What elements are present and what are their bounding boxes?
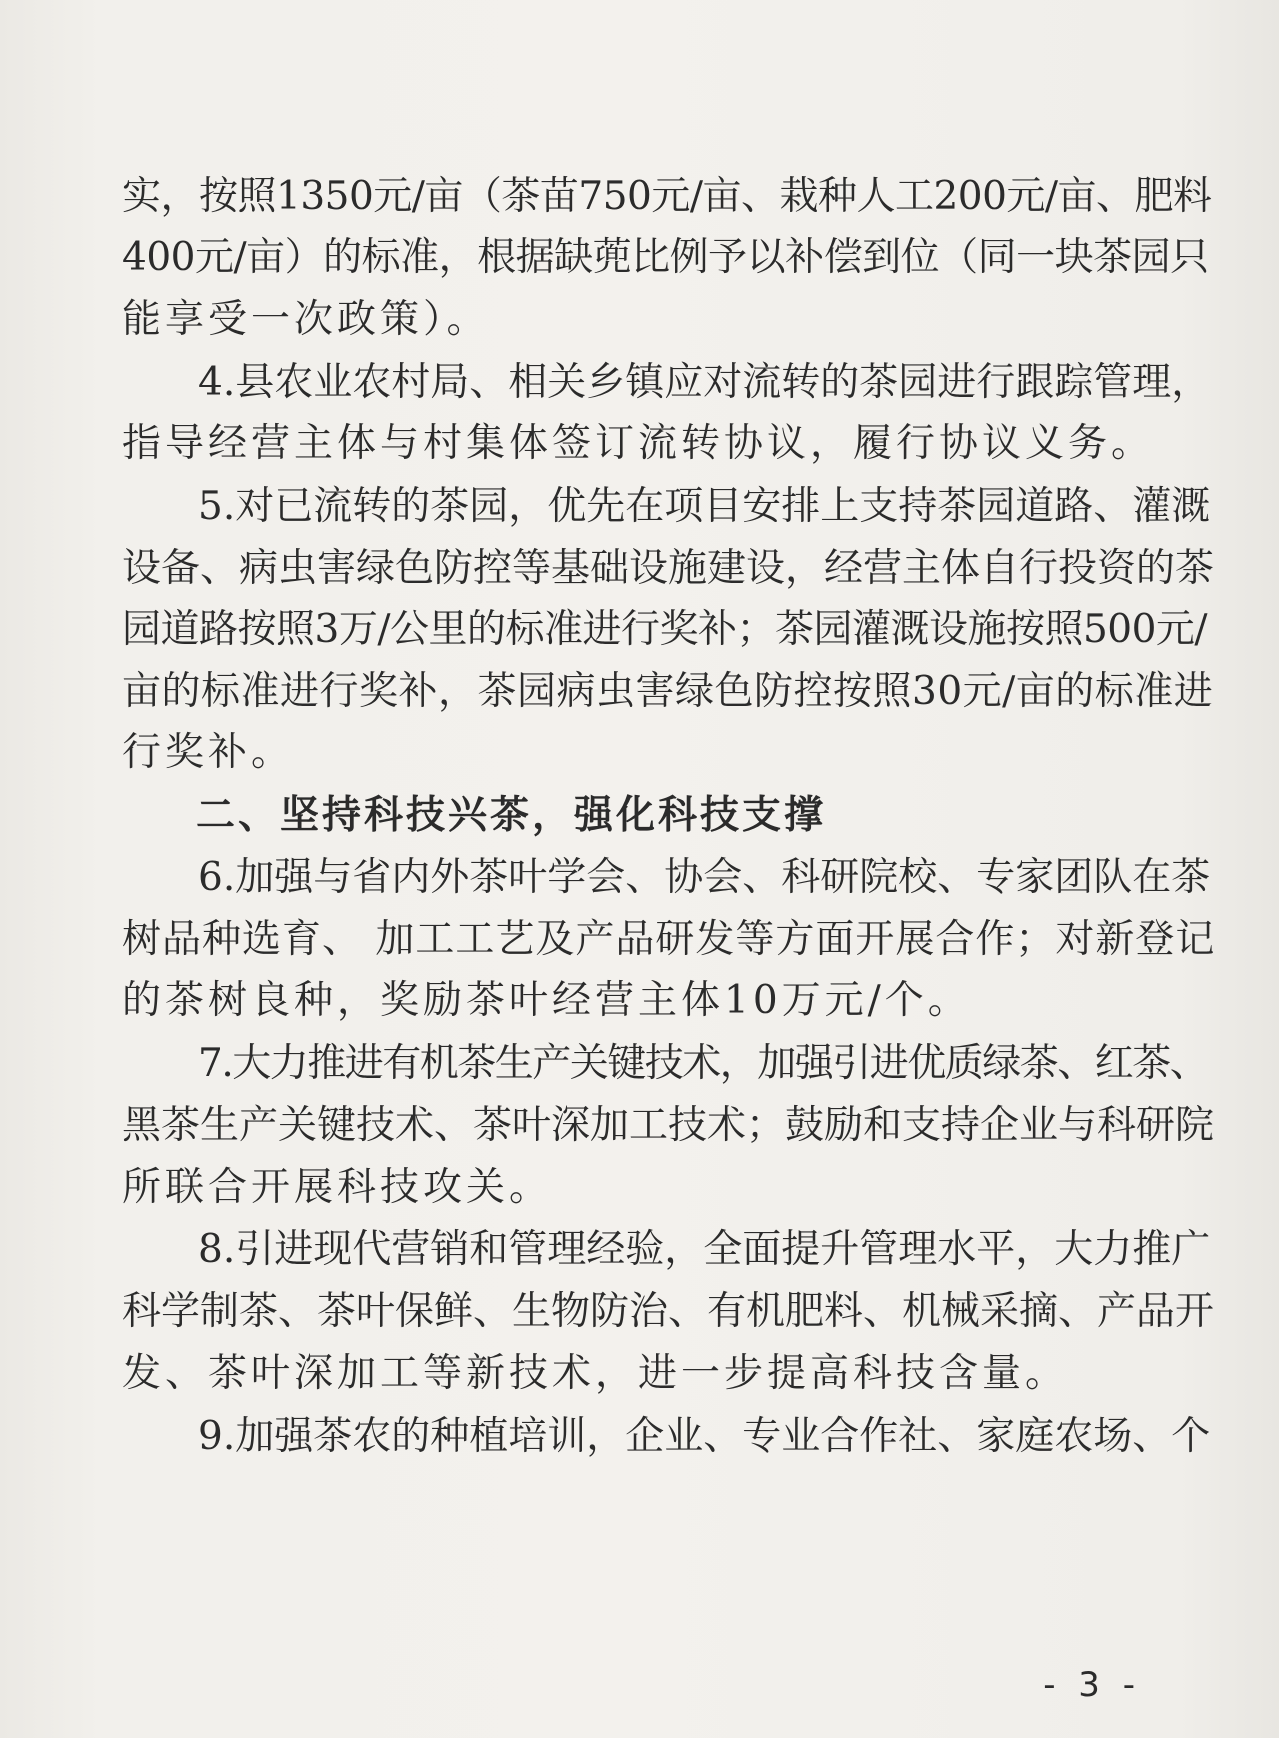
text-line: 能享受一次政策）。 bbox=[122, 297, 490, 342]
page-number: - 3 - bbox=[1043, 1665, 1141, 1705]
text-line: 黑茶生产关键技术、茶叶深加工技术；鼓励和支持企业与科研院 bbox=[122, 1103, 1215, 1148]
text-line: 设备、病虫害绿色防控等基础设施建设，经营主体自行投资的茶 bbox=[122, 546, 1215, 591]
paragraph-7-start: 7.大力推进有机茶生产关键技术，加强引进优质绿茶、红茶、 bbox=[198, 1041, 1208, 1086]
paragraph-9-start: 9.加强茶农的种植培训，企业、专业合作社、家庭农场、个 bbox=[198, 1414, 1211, 1459]
paragraph-4-start: 4.县农业农村局、相关乡镇应对流转的茶园进行跟踪管理， bbox=[198, 360, 1211, 405]
paragraph-6-start: 6.加强与省内外茶叶学会、协会、科研院校、专家团队在茶 bbox=[198, 855, 1211, 900]
paragraph-8-start: 8.引进现代营销和管理经验，全面提升管理水平，大力推广 bbox=[198, 1227, 1211, 1272]
text-line: 亩的标准进行奖补，茶园病虫害绿色防控按照30元/亩的标准进 bbox=[122, 669, 1214, 714]
section-heading: 二、坚持科技兴茶，强化科技支撑 bbox=[196, 792, 827, 838]
text-line: 指导经营主体与村集体签订流转协议，履行协议义务。 bbox=[122, 421, 1155, 466]
text-line: 实，按照1350元/亩（茶苗750元/亩、栽种人工200元/亩、肥料 bbox=[122, 174, 1212, 219]
text-line: 行奖补。 bbox=[122, 730, 295, 775]
text-line: 所联合开展科技攻关。 bbox=[122, 1165, 553, 1210]
text-line: 园道路按照3万/公里的标准进行奖补；茶园灌溉设施按照500元/ bbox=[122, 607, 1208, 652]
paragraph-5-start: 5.对已流转的茶园，优先在项目安排上支持茶园道路、灌溉 bbox=[198, 484, 1211, 529]
text-line: 发、茶叶深加工等新技术，进一步提高科技含量。 bbox=[122, 1351, 1069, 1396]
text-line: 的茶树良种，奖励茶叶经营主体10万元/个。 bbox=[122, 978, 971, 1023]
text-line: 400元/亩）的标准，根据缺蔸比例予以补偿到位（同一块茶园只 bbox=[122, 235, 1209, 280]
text-line: 树品种选育、 加工工艺及产品研发等方面开展合作；对新登记 bbox=[122, 917, 1216, 962]
text-line: 科学制茶、茶叶保鲜、生物防治、有机肥料、机械采摘、产品开 bbox=[122, 1289, 1215, 1334]
